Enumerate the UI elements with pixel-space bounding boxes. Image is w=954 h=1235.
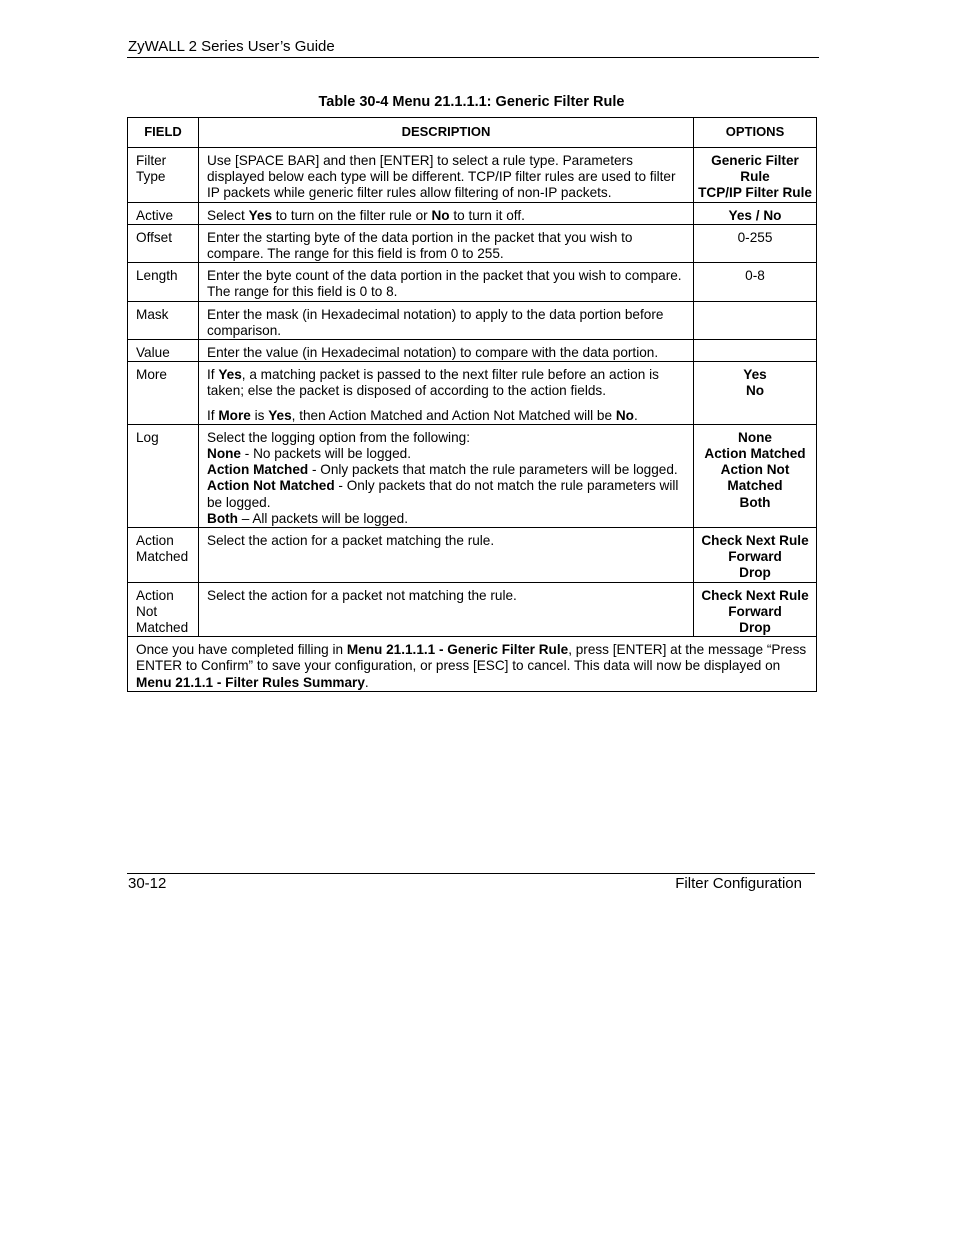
- description-cell: [199, 263, 694, 301]
- table-note-row: [128, 637, 817, 692]
- description-text: Enter the byte count of the data portion in the packet that you wish to compare. The range for this field is 0 to 8.: [207, 268, 682, 300]
- description-text: - Only packets that match the rule parameters will be logged.: [308, 462, 678, 478]
- options-cell: [694, 202, 817, 224]
- description-cell: [199, 528, 694, 583]
- description-paragraph: [207, 588, 685, 604]
- options-cell: [694, 340, 817, 362]
- description-text: to turn on the filter rule or: [272, 207, 432, 223]
- description-bold-text: Yes: [218, 367, 242, 383]
- description-text: Enter the starting byte of the data portion in the packet that you wish to compare. The range for this field is from 0 to 255.: [207, 229, 633, 262]
- table-row: [128, 528, 817, 583]
- description-text: , then Action Matched and Action Not Matched will be: [291, 407, 616, 423]
- option-value: Both: [739, 494, 771, 510]
- description-text: - No packets will be logged.: [240, 446, 411, 462]
- table-row: [128, 340, 817, 362]
- description-bold-text: None: [207, 446, 241, 462]
- table-row: [128, 301, 817, 339]
- description-text: Enter the value (in Hexadecimal notation) to compare with the data portion.: [207, 345, 659, 361]
- description-text: Enter the mask (in Hexadecimal notation) to apply to the data portion before comparison.: [207, 306, 664, 338]
- description-text: , press [ENTER] at the message “Press ENTER to Confirm” to save your configuration, or press [ESC] to cancel. This data will now be displayed on: [136, 642, 807, 674]
- option-value: Action Not Matched: [720, 462, 790, 494]
- options-cell: [694, 582, 817, 637]
- table-row: [128, 224, 817, 262]
- description-text: Use [SPACE BAR] and then [ENTER] to select a rule type. Parameters displayed below each type will be different. TCP/IP filter rules are used to filter IP packets while generic filter rules allow filtering of non-IP packets.: [207, 153, 676, 201]
- description-cell: [199, 424, 694, 527]
- description-bold-text: Yes: [268, 407, 292, 423]
- options-cell: [694, 224, 817, 262]
- description-cell: [199, 362, 694, 425]
- description-paragraph: [207, 268, 685, 300]
- generic-filter-rule-table: [127, 117, 817, 692]
- description-paragraph: [136, 642, 808, 691]
- description-text: , a matching packet is passed to the next filter rule before an action is taken; else the packet is disposed of according to the action fields.: [207, 367, 659, 399]
- option-value: Drop: [739, 620, 771, 636]
- option-value: Check Next Rule: [701, 587, 809, 603]
- option-value: Drop: [739, 565, 771, 581]
- description-text: If: [207, 407, 219, 423]
- table-row: [128, 582, 817, 637]
- table-caption: Table 30-4 Menu 21.1.1.1: Generic Filter Rule: [318, 94, 625, 110]
- option-value: Forward: [728, 549, 782, 565]
- description-bold-text: More: [218, 407, 251, 423]
- field-cell: Action Matched: [128, 528, 199, 583]
- description-bold-text: Action Matched: [207, 462, 309, 478]
- footer-divider: [127, 873, 815, 874]
- options-cell: [694, 424, 817, 527]
- description-cell: [199, 202, 694, 224]
- description-text: If: [207, 367, 219, 383]
- table-row: [128, 202, 817, 224]
- table-row: [128, 424, 817, 527]
- option-value: Action Matched: [704, 446, 806, 462]
- description-bold-text: No: [431, 207, 450, 223]
- description-paragraph: [207, 208, 685, 224]
- description-paragraph: [207, 345, 685, 361]
- description-text: – All packets will be logged.: [237, 510, 408, 526]
- option-value: 0-255: [737, 229, 773, 245]
- table-header-row: [128, 118, 817, 148]
- option-value: None: [738, 429, 772, 445]
- options-cell: [694, 263, 817, 301]
- field-cell: Mask: [128, 301, 199, 339]
- description-text: Select the logging option from the following:: [207, 429, 470, 445]
- description-paragraph: [207, 367, 685, 399]
- description-paragraph: [207, 430, 685, 527]
- description-cell: [199, 582, 694, 637]
- field-cell: Length: [128, 263, 199, 301]
- description-cell: [199, 301, 694, 339]
- table-row: [128, 362, 817, 425]
- description-paragraph: [207, 408, 685, 424]
- option-value: Forward: [728, 603, 782, 619]
- description-text: - Only packets that do not match the rule parameters will be logged.: [207, 478, 679, 510]
- options-cell: [694, 362, 817, 425]
- header-divider: [127, 57, 819, 58]
- option-value: Yes / No: [728, 207, 782, 223]
- field-cell: Offset: [128, 224, 199, 262]
- options-cell: [694, 148, 817, 203]
- document-header-title: ZyWALL 2 Series User’s Guide: [128, 38, 335, 55]
- description-text: to turn it off.: [449, 207, 525, 223]
- description-paragraph: [207, 230, 685, 262]
- description-text: Once you have completed filling in: [136, 642, 347, 658]
- table-row: [128, 148, 817, 203]
- footer-section-title: Filter Configuration: [675, 875, 802, 892]
- option-value: No: [745, 383, 765, 399]
- description-text: Select the action for a packet not matching the rule.: [207, 587, 517, 603]
- options-cell: [694, 528, 817, 583]
- option-value: Yes: [743, 367, 767, 383]
- options-cell: [694, 301, 817, 339]
- description-text: Select the action for a packet matching the rule.: [207, 533, 495, 549]
- footer-page-number: 30-12: [128, 875, 167, 892]
- description-bold-text: Menu 21.1.1 - Filter Rules Summary: [136, 674, 365, 690]
- option-value: 0-8: [745, 268, 765, 284]
- table-body: [128, 148, 817, 692]
- table-note-cell: [128, 637, 817, 692]
- description-paragraph: [207, 307, 685, 339]
- description-paragraph: [207, 533, 685, 549]
- option-value: Check Next Rule: [701, 533, 809, 549]
- field-cell: Active: [128, 202, 199, 224]
- option-value: TCP/IP Filter Rule: [698, 185, 812, 201]
- table-row: [128, 263, 817, 301]
- description-text: .: [364, 674, 369, 690]
- option-value: Generic Filter Rule: [711, 153, 799, 185]
- field-cell: Value: [128, 340, 199, 362]
- description-bold-text: Action Not Matched: [207, 478, 335, 494]
- field-cell: Filter Type: [128, 148, 199, 203]
- column-header-options: OPTIONS: [694, 118, 817, 148]
- description-cell: [199, 148, 694, 203]
- description-cell: [199, 224, 694, 262]
- description-text: .: [633, 407, 638, 423]
- field-cell: Log: [128, 424, 199, 527]
- description-text: Select: [207, 207, 249, 223]
- description-bold-text: Menu 21.1.1.1 - Generic Filter Rule: [346, 642, 569, 658]
- column-header-field: FIELD: [128, 118, 199, 148]
- description-bold-text: Both: [207, 510, 238, 526]
- description-bold-text: Yes: [248, 207, 272, 223]
- description-cell: [199, 340, 694, 362]
- description-text: is: [250, 407, 269, 423]
- description-bold-text: No: [615, 407, 634, 423]
- field-cell: Action Not Matched: [128, 582, 199, 637]
- description-paragraph: [207, 153, 685, 202]
- field-cell: More: [128, 362, 199, 425]
- column-header-description: DESCRIPTION: [199, 118, 694, 148]
